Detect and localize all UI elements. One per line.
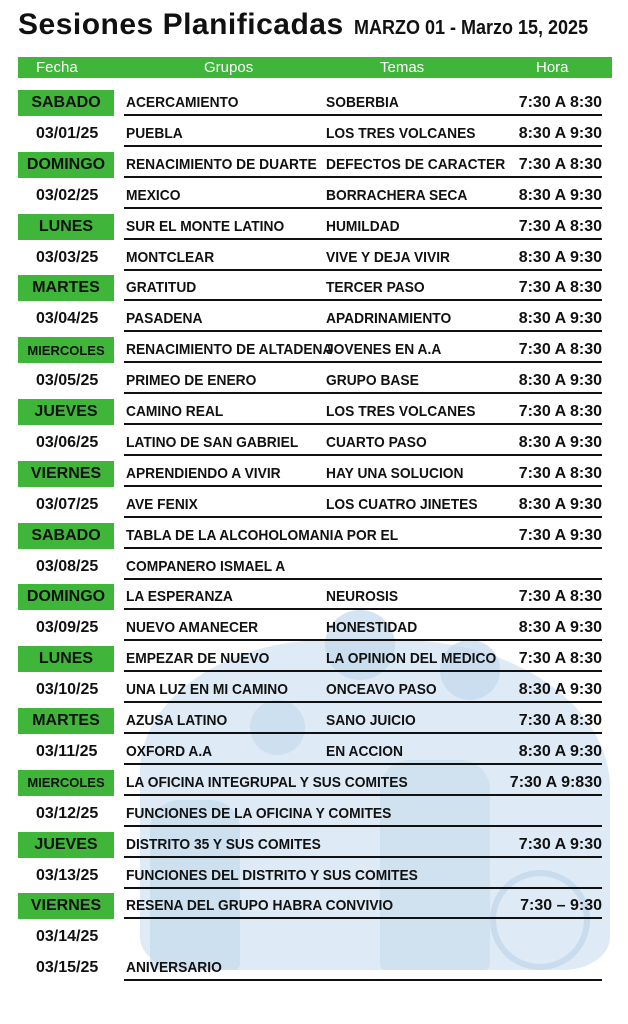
time-range: 7:30 – 9:30 [520, 897, 602, 915]
day-label: JUEVES [18, 832, 114, 858]
table-row [0, 705, 628, 736]
table-row [0, 334, 628, 365]
row-underline [124, 608, 602, 610]
topic-name: JOVENES EN A.A [326, 341, 442, 359]
row-underline [124, 701, 602, 703]
topic-name: LOS TRES VOLCANES [326, 403, 476, 420]
table-row [0, 551, 628, 582]
group-name: CAMINO REAL [126, 403, 224, 420]
time-range: 7:30 A 8:30 [518, 279, 602, 297]
time-range: 8:30 A 9:30 [518, 495, 602, 513]
topic-name: APADRINAMIENTO [326, 310, 452, 328]
time-range: 7:30 A 8:30 [518, 464, 602, 482]
column-header-grupos: Grupos [204, 59, 254, 76]
table-row [0, 612, 628, 643]
date-label: 03/06/25 [36, 433, 99, 451]
day-label: DOMINGO [18, 584, 114, 610]
topic-name: NEUROSIS [326, 588, 399, 606]
time-range: 7:30 A 8:30 [518, 712, 602, 729]
table-row [0, 520, 628, 551]
date-label: 03/14/25 [36, 928, 99, 946]
row-underline [124, 207, 602, 209]
group-name: LATINO DE SAN GABRIEL [126, 433, 299, 451]
row-underline [124, 887, 602, 889]
table-row [0, 829, 628, 860]
table-row [0, 860, 628, 891]
table-row [0, 365, 628, 396]
day-label: LUNES [18, 646, 114, 672]
row-underline [124, 763, 602, 765]
topic-name: LOS TRES VOLCANES [326, 124, 476, 142]
group-name: PUEBLA [126, 124, 183, 142]
table-row [0, 396, 628, 427]
row-underline [124, 454, 602, 456]
time-range: 8:30 A 9:30 [518, 248, 602, 266]
table-row [0, 149, 628, 180]
topic-name: VIVE Y DEJA VIVIR [326, 248, 450, 266]
row-underline [124, 299, 602, 301]
page-title: Sesiones Planificadas [18, 8, 344, 41]
time-range: 7:30 A 9:30 [518, 526, 602, 544]
table-row [0, 458, 628, 489]
group-name: PASADENA [126, 310, 203, 328]
group-name: RESENA DEL GRUPO HABRA CONVIVIO [126, 897, 394, 915]
date-label: 03/11/25 [36, 742, 98, 760]
table-row [0, 643, 628, 674]
group-name: RENACIMIENTO DE ALTADENA [126, 341, 333, 359]
topic-name: EN ACCION [326, 742, 403, 760]
group-name: UNA LUZ EN MI CAMINO [126, 681, 289, 699]
topic-name: CUARTO PASO [326, 433, 427, 451]
topic-name: DEFECTOS DE CARACTER [326, 155, 506, 173]
row-underline [124, 392, 602, 394]
row-underline [124, 732, 602, 734]
day-label: SABADO [18, 90, 114, 116]
group-name: NUEVO AMANECER [126, 619, 259, 637]
row-underline [124, 547, 602, 549]
group-name: EMPEZAR DE NUEVO [126, 650, 270, 668]
time-range: 7:30 A 8:30 [518, 650, 602, 668]
row-underline [124, 917, 602, 919]
time-range: 7:30 A 9:30 [518, 835, 602, 853]
date-label: 03/05/25 [36, 372, 99, 390]
time-range: 8:30 A 9:30 [518, 742, 602, 760]
date-range: MARZO 01 - Marzo 15, 2025 [353, 17, 588, 39]
date-label: 03/08/25 [36, 557, 99, 575]
table-row [0, 581, 628, 612]
group-name: ACERCAMIENTO [126, 94, 239, 111]
time-range: 7:30 A 9:830 [509, 773, 602, 791]
topic-name: HONESTIDAD [326, 619, 418, 637]
table-row [0, 211, 628, 242]
row-underline [124, 516, 602, 518]
row-underline [124, 176, 602, 178]
row-underline [124, 330, 602, 332]
table-row [0, 890, 628, 921]
topic-name: SANO JUICIO [326, 712, 416, 729]
time-range: 7:30 A 8:30 [518, 588, 602, 606]
date-label: 03/03/25 [36, 248, 99, 266]
row-underline [124, 670, 602, 672]
day-label: MARTES [18, 275, 114, 301]
row-underline [124, 114, 602, 116]
day-label: VIERNES [18, 893, 114, 919]
group-name: LA OFICINA INTEGRUPAL Y SUS COMITES [126, 773, 408, 791]
table-row [0, 118, 628, 149]
day-label: VIERNES [18, 461, 114, 487]
time-range: 7:30 A 8:30 [518, 217, 602, 235]
row-underline [124, 361, 602, 363]
topic-name: HUMILDAD [326, 217, 400, 235]
topic-name: GRUPO BASE [326, 372, 419, 390]
column-header-hora: Hora [536, 59, 569, 76]
time-range: 7:30 A 8:30 [518, 94, 602, 111]
day-label: LUNES [18, 214, 114, 240]
group-name: OXFORD A.A [126, 742, 213, 760]
row-underline [124, 423, 602, 425]
topic-name: LOS CUATRO JINETES [326, 495, 478, 513]
row-underline [124, 979, 602, 981]
topic-name: SOBERBIA [326, 94, 399, 111]
group-name: FUNCIONES DE LA OFICINA Y COMITES [126, 804, 392, 822]
group-name: LA ESPERANZA [126, 588, 233, 606]
time-range: 8:30 A 9:30 [518, 310, 602, 328]
day-label: MIERCOLES [18, 770, 114, 796]
day-label: MARTES [18, 708, 114, 734]
group-name: COMPANERO ISMAEL A [126, 557, 286, 575]
table-row [0, 272, 628, 303]
day-label: SABADO [18, 523, 114, 549]
column-header-fecha: Fecha [36, 59, 78, 76]
day-label: MIERCOLES [18, 337, 114, 363]
table-row [0, 921, 628, 952]
day-label: DOMINGO [18, 152, 114, 178]
date-label: 03/01/25 [36, 124, 99, 142]
time-range: 8:30 A 9:30 [518, 433, 602, 451]
group-name: APRENDIENDO A VIVIR [126, 464, 281, 482]
table-row [0, 242, 628, 273]
time-range: 7:30 A 8:30 [518, 155, 602, 173]
group-name: SUR EL MONTE LATINO [126, 217, 285, 235]
row-underline [124, 578, 602, 580]
group-name: TABLA DE LA ALCOHOLOMANIA POR EL [126, 526, 399, 544]
table-row [0, 303, 628, 334]
row-underline [124, 794, 602, 796]
group-name: DISTRITO 35 Y SUS COMITES [126, 835, 321, 853]
column-header-temas: Temas [380, 59, 425, 76]
time-range: 7:30 A 8:30 [518, 341, 602, 359]
table-row [0, 489, 628, 520]
row-underline [124, 825, 602, 827]
row-underline [124, 238, 602, 240]
group-name: MONTCLEAR [126, 248, 215, 266]
date-label: 03/12/25 [36, 804, 99, 822]
table-row [0, 180, 628, 211]
group-name: AZUSA LATINO [126, 712, 228, 729]
topic-name: ONCEAVO PASO [326, 681, 437, 699]
row-underline [124, 856, 602, 858]
table-row [0, 767, 628, 798]
time-range: 8:30 A 9:30 [518, 186, 602, 204]
time-range: 8:30 A 9:30 [518, 619, 602, 637]
time-range: 7:30 A 8:30 [518, 403, 602, 420]
date-label: 03/15/25 [36, 959, 99, 977]
time-range: 8:30 A 9:30 [518, 124, 602, 142]
date-label: 03/13/25 [36, 866, 99, 884]
group-name: GRATITUD [126, 279, 197, 297]
group-name: RENACIMIENTO DE DUARTE [126, 155, 317, 173]
row-underline [124, 485, 602, 487]
topic-name: LA OPINION DEL MEDICO [326, 650, 497, 668]
date-label: 03/02/25 [36, 186, 99, 204]
row-underline [124, 639, 602, 641]
date-label: 03/04/25 [36, 310, 99, 328]
group-name: PRIMEO DE ENERO [126, 372, 257, 390]
table-row [0, 427, 628, 458]
topic-name: HAY UNA SOLUCION [326, 464, 464, 482]
row-underline [124, 269, 602, 271]
group-name: ANIVERSARIO [126, 959, 222, 977]
group-name: FUNCIONES DEL DISTRITO Y SUS COMITES [126, 866, 418, 884]
table-row [0, 736, 628, 767]
table-row [0, 87, 628, 118]
time-range: 8:30 A 9:30 [518, 372, 602, 390]
date-label: 03/09/25 [36, 619, 99, 637]
table-row [0, 674, 628, 705]
date-label: 03/10/25 [36, 681, 99, 699]
row-underline [124, 145, 602, 147]
date-label: 03/07/25 [36, 495, 99, 513]
table-row [0, 798, 628, 829]
table-row [0, 952, 628, 983]
group-name: MEXICO [126, 186, 181, 204]
day-label: JUEVES [18, 399, 114, 425]
time-range: 8:30 A 9:30 [518, 681, 602, 699]
topic-name: BORRACHERA SECA [326, 186, 468, 204]
topic-name: TERCER PASO [326, 279, 425, 297]
group-name: AVE FENIX [126, 495, 198, 513]
